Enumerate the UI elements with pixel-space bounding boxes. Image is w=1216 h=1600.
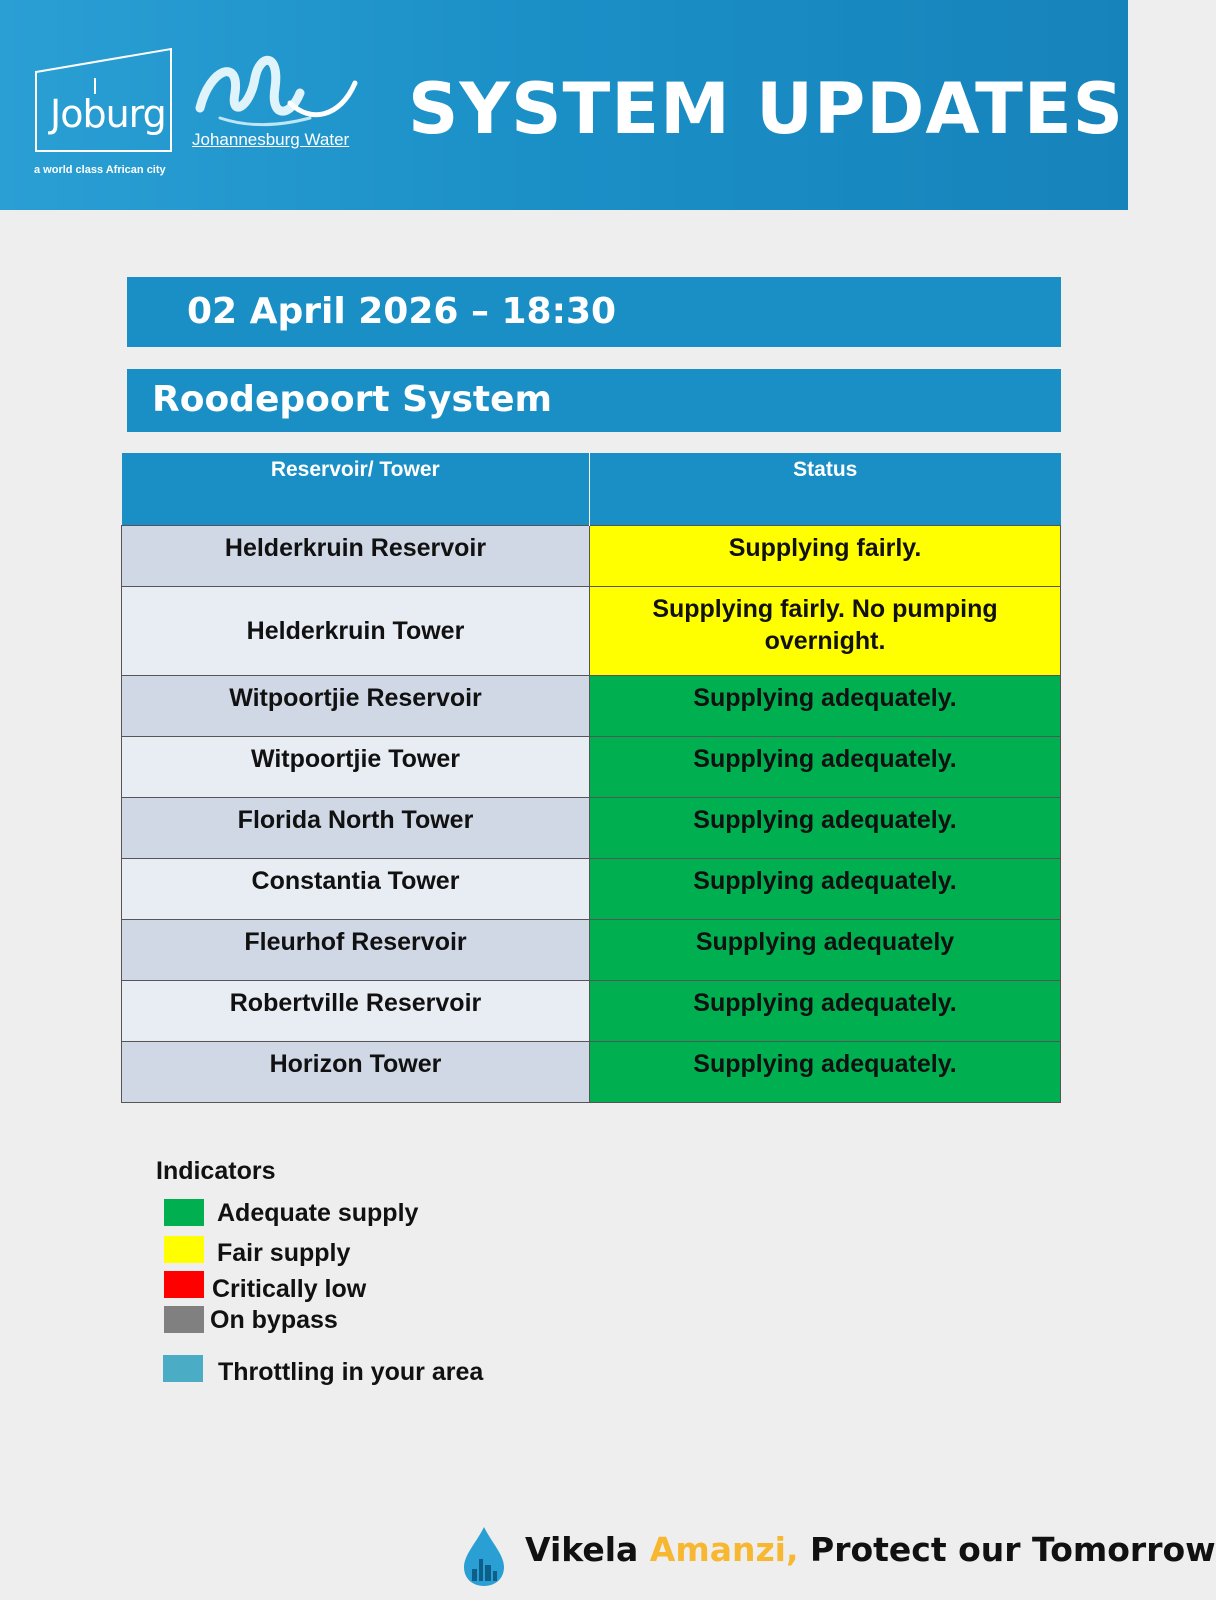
status-cell: Supplying adequately. (590, 859, 1061, 920)
system-bar (127, 369, 1061, 432)
reservoir-name: Robertville Reservoir (122, 981, 590, 1042)
legend-swatch-throttling (163, 1355, 203, 1382)
status-cell: Supplying adequately. (590, 981, 1061, 1042)
table-row (122, 737, 1061, 798)
table-row (122, 859, 1061, 920)
table-row (122, 798, 1061, 859)
tagline-accent: Amanzi, (649, 1530, 799, 1569)
joburg-tagline: a world class African city (34, 164, 166, 176)
system-name: Roodepoort System (152, 379, 553, 420)
status-cell: Supplying adequately. (590, 1042, 1061, 1103)
table-row (122, 676, 1061, 737)
legend-label-fair: Fair supply (217, 1239, 351, 1267)
reservoir-name: Witpoortjie Tower (122, 737, 590, 798)
status-cell: Supplying fairly. (590, 526, 1061, 587)
legend-swatch-fair (164, 1236, 204, 1263)
reservoir-name: Witpoortjie Reservoir (122, 676, 590, 737)
legend-label-adequate: Adequate supply (217, 1199, 419, 1227)
table-header-row (122, 453, 1061, 526)
water-drop-icon (462, 1525, 506, 1587)
update-datetime: 02 April 2026 – 18:30 (187, 291, 617, 332)
legend-label-critical: Critically low (212, 1275, 367, 1303)
status-table (121, 453, 1061, 1103)
table-row (122, 1042, 1061, 1103)
status-cell: Supplying adequately. (590, 676, 1061, 737)
reservoir-name: Florida North Tower (122, 798, 590, 859)
johannesburg-water-name: Johannesburg Water (192, 130, 350, 149)
status-cell: Supplying adequately. (590, 798, 1061, 859)
legend-swatch-bypass (164, 1306, 204, 1333)
header-banner (0, 0, 1128, 210)
date-bar (127, 277, 1061, 347)
reservoir-name: Fleurhof Reservoir (122, 920, 590, 981)
tagline-part1: Vikela (525, 1530, 650, 1569)
status-cell: Supplying adequately (590, 920, 1061, 981)
reservoir-name: Helderkruin Tower (122, 587, 590, 676)
reservoir-name: Constantia Tower (122, 859, 590, 920)
status-cell: Supplying fairly. No pumping overnight. (590, 587, 1061, 676)
column-header-reservoir: Reservoir/ Tower (122, 453, 590, 526)
legend-label-throttling: Throttling in your area (218, 1358, 484, 1386)
joburg-logo-text: Joburg (50, 92, 166, 136)
legend-swatch-critical (164, 1271, 204, 1298)
table-row (122, 587, 1061, 676)
table-row (122, 920, 1061, 981)
legend-title: Indicators (156, 1157, 276, 1185)
column-header-status: Status (590, 453, 1061, 526)
status-cell: Supplying adequately. (590, 737, 1061, 798)
johannesburg-water-logo-icon (190, 48, 365, 128)
legend-label-bypass: On bypass (210, 1306, 338, 1334)
table-row (122, 981, 1061, 1042)
legend-swatch-adequate (164, 1199, 204, 1226)
tagline-part2: Protect our Tomorrow (798, 1530, 1216, 1569)
table-row (122, 526, 1061, 587)
reservoir-name: Helderkruin Reservoir (122, 526, 590, 587)
page-title: SYSTEM UPDATES (408, 68, 1125, 150)
reservoir-name: Horizon Tower (122, 1042, 590, 1103)
footer-tagline (525, 1530, 1216, 1569)
